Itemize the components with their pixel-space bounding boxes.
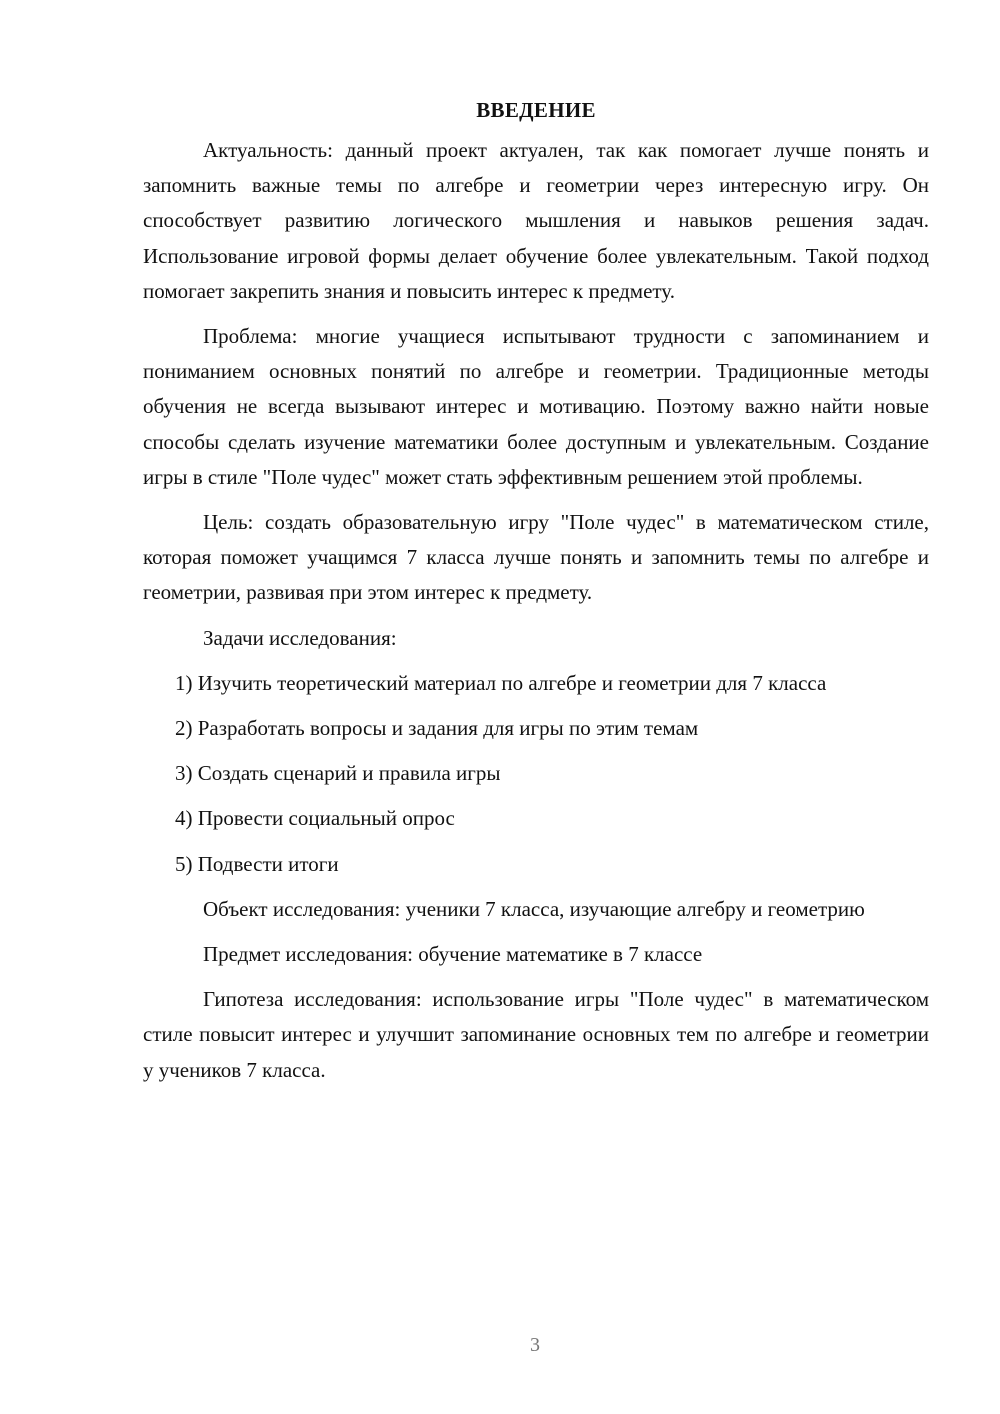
list-item: 3) Создать сценарий и правила игры <box>175 761 501 786</box>
list-item: 1) Изучить теоретический материал по алгебре и геометрии для 7 класса <box>175 670 827 695</box>
research-hypothesis-paragraph: Гипотеза исследования: использование игры "Поле чудес" в математическом стиле повысит интерес и улучшит запоминание основных тем по алгебре и геометрии у учеников 7 класса. <box>143 987 929 1082</box>
document-page <box>143 96 929 1098</box>
tasks-list <box>143 666 929 882</box>
page-number: 3 <box>530 1334 540 1356</box>
tasks-heading: Задачи исследования: <box>203 625 397 650</box>
goal-paragraph: Цель: создать образовательную игру "Поле чудес" в математическом стиле, которая поможет учащимся 7 класса лучше понять и запомнить темы по алгебре и геометрии, развивая при этом интерес к предмету. <box>143 510 929 605</box>
page-title: ВВЕДЕНИЕ <box>476 98 596 122</box>
list-item: 2) Разработать вопросы и задания для игры по этим темам <box>175 716 699 741</box>
list-item: 5) Подвести итоги <box>175 851 339 876</box>
research-object-paragraph: Объект исследования: ученики 7 класса, изучающие алгебру и геометрию <box>203 896 865 921</box>
problem-paragraph: Проблема: многие учащиеся испытывают трудности с запоминанием и пониманием основных понятий по алгебре и геометрии. Традиционные методы обучения не всегда вызывают интерес и мотивацию. Поэтому важно найти новые способы сделать изучение математики более доступным и увлекательным. Создание игры в стиле "Поле чудес" может стать эффективным решением этой проблемы. <box>143 324 929 489</box>
relevance-paragraph: Актуальность: данный проект актуален, так как помогает лучше понять и запомнить важные темы по алгебре и геометрии через интересную игру. Он способствует развитию логического мышления и навыков решения задач. Использование игровой формы делает обучение более увлекательным. Такой подход помогает закрепить знания и повысить интерес к предмету. <box>143 138 929 303</box>
research-subject-paragraph: Предмет исследования: обучение математике в 7 классе <box>203 942 703 967</box>
list-item: 4) Провести социальный опрос <box>175 806 455 831</box>
